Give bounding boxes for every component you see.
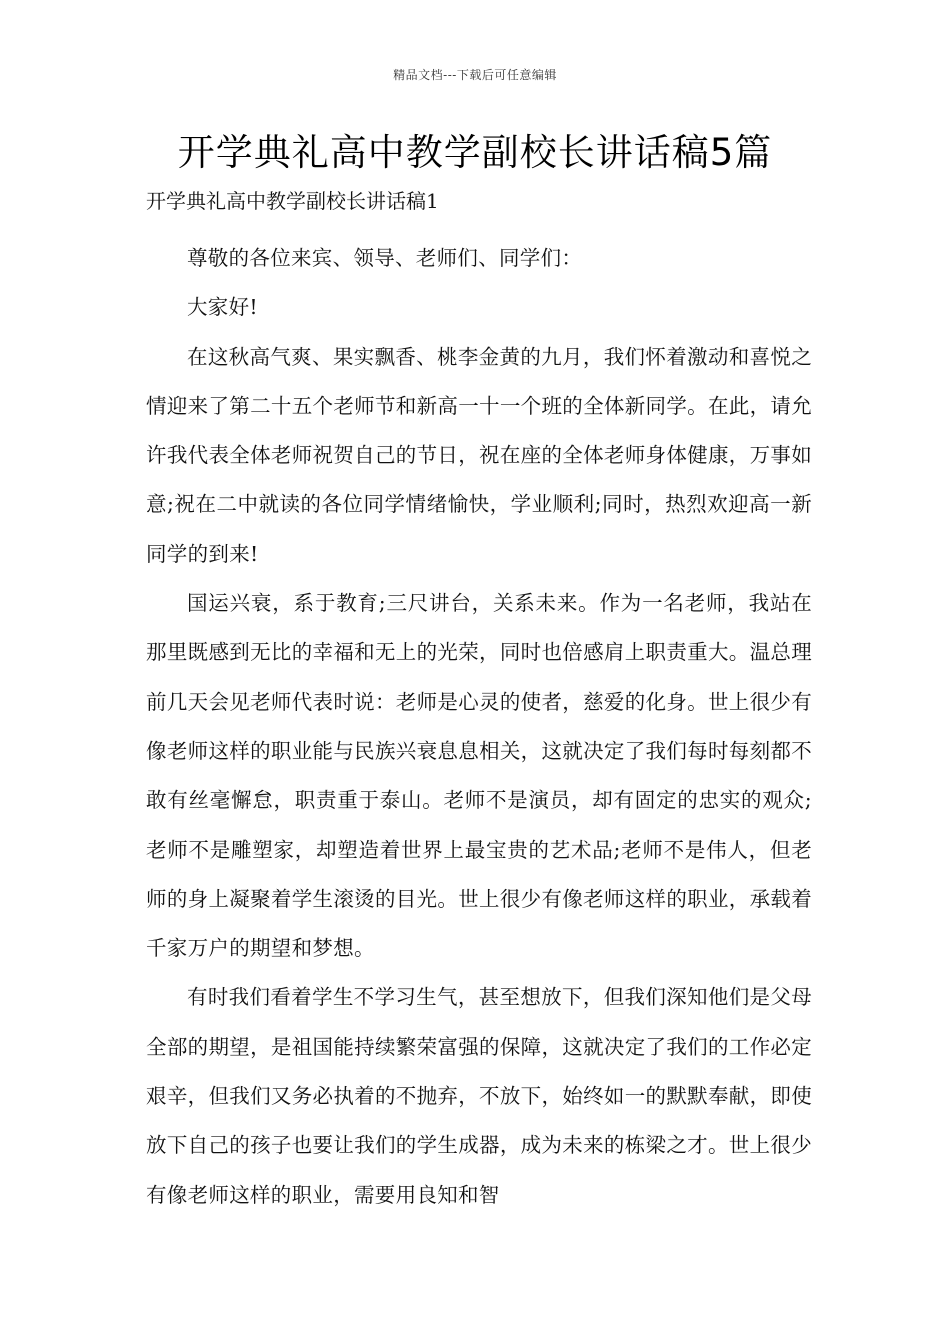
document-subtitle: 开学典礼高中教学副校长讲话稿1 <box>146 189 439 213</box>
document-body <box>146 234 812 1220</box>
page-header: 精品文档---下载后可任意编辑 <box>393 68 557 82</box>
paragraph-salutation: 尊敬的各位来宾、领导、老师们、同学们： <box>187 246 583 270</box>
paragraph: 在这秋高气爽、果实飘香、桃李金黄的九月，我们怀着激动和喜悦之情迎来了第二十五个老师节和新高一十一个班的全体新同学。在此，请允许我代表全体老师祝贺自己的节日，祝在座的全体老师身体健康，万事如意;祝在二中就读的各位同学情绪愉快，学业顺利;同时，热烈欢迎高一新同学的到来! <box>146 344 812 566</box>
document-title: 开学典礼高中教学副校长讲话稿5篇 <box>177 131 773 174</box>
paragraph-greeting: 大家好! <box>187 295 258 320</box>
paragraph: 国运兴衰，系于教育;三尺讲台，关系未来。作为一名老师，我站在那里既感到无比的幸福和无上的光荣，同时也倍感肩上职责重大。温总理前几天会见老师代表时说：老师是心灵的使者，慈爱的化身。世上很少有像老师这样的职业能与民族兴衰息息相关，这就决定了我们每时每刻都不敢有丝毫懈怠，职责重于泰山。老师不是演员，却有固定的忠实的观众;老师不是雕塑家，却塑造着世界上最宝贵的艺术品;老师不是伟人，但老师的身上凝聚着学生滚烫的目光。世上很少有像老师这样的职业，承载着千家万户的期望和梦想。 <box>146 591 812 961</box>
paragraph: 有时我们看着学生不学习生气，甚至想放下，但我们深知他们是父母全部的期望，是祖国能持续繁荣富强的保障，这就决定了我们的工作必定艰辛，但我们又务必执着的不抛弃，不放下，始终如一的默默奉献，即使放下自己的孩子也要让我们的学生成器，成为未来的栋梁之才。世上很少有像老师这样的职业，需要用良知和智 <box>146 985 812 1207</box>
